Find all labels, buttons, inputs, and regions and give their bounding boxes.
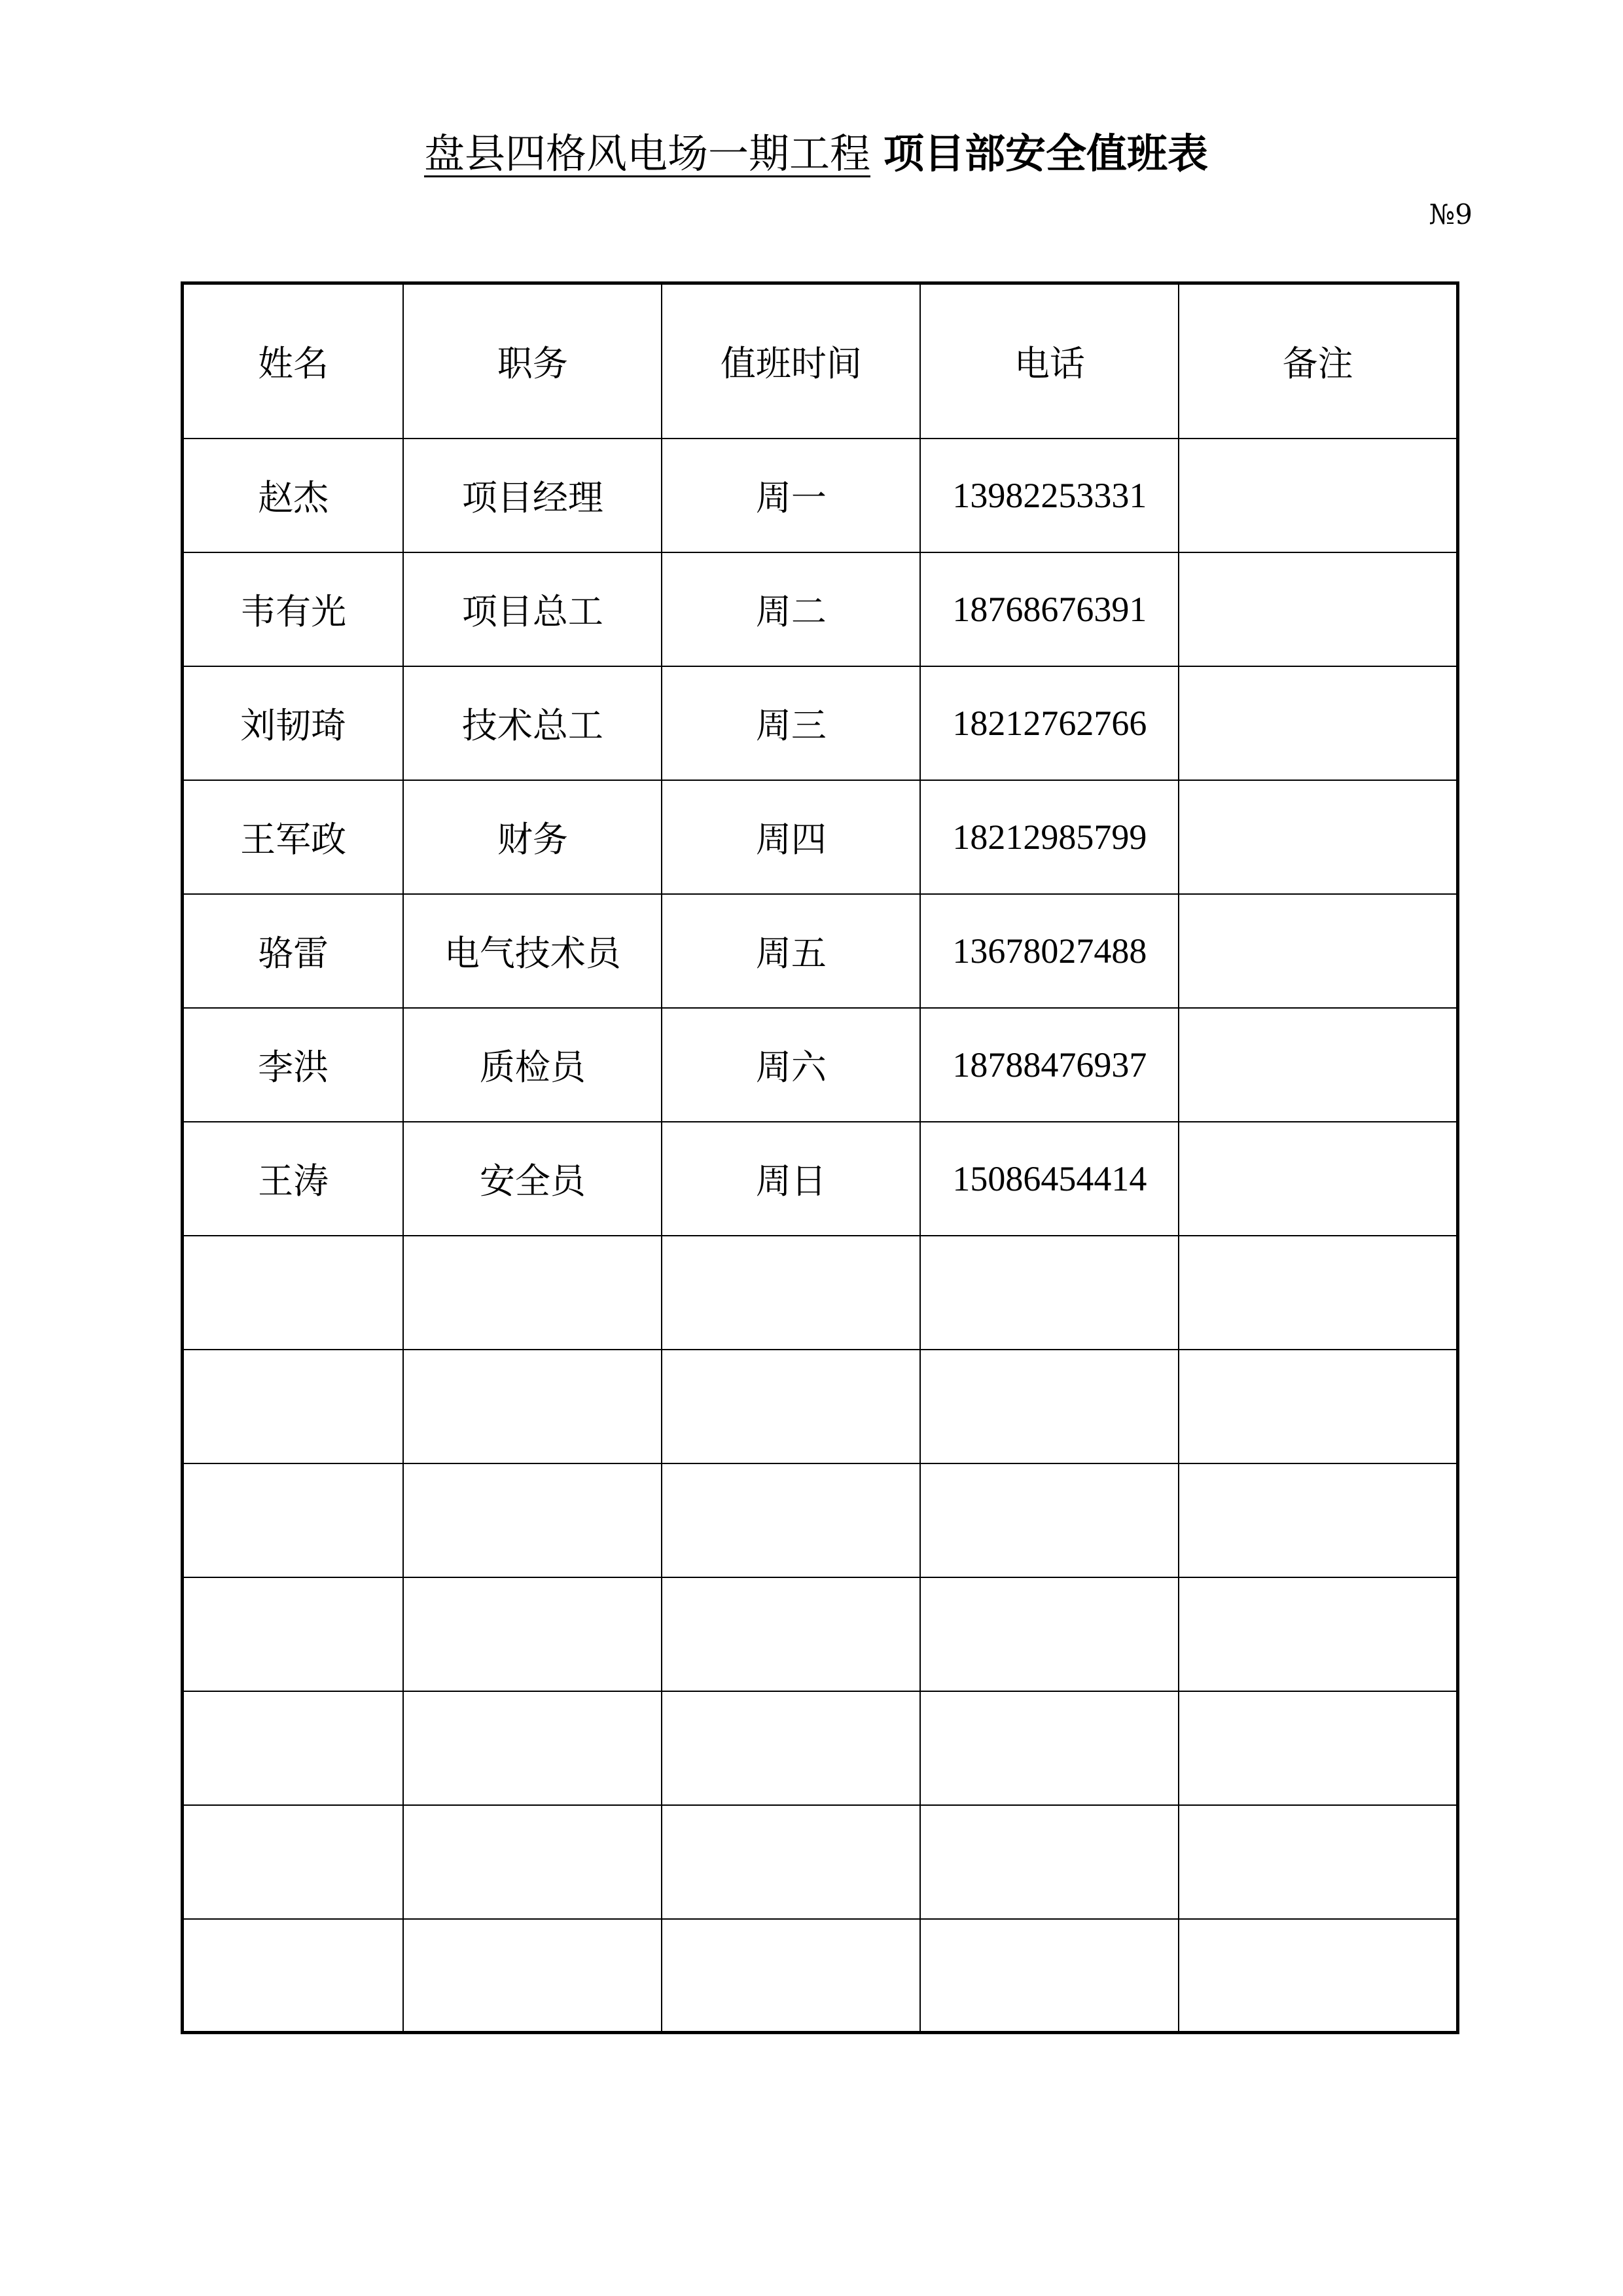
cell-name: [183, 1236, 404, 1350]
table-row: [183, 1008, 1458, 1122]
cell-position: [403, 1577, 662, 1691]
table-header-row: [183, 283, 1458, 439]
cell-phone: 18212985799: [920, 780, 1179, 894]
document-number: №9: [1429, 198, 1472, 230]
cell-position: 电气技术员: [403, 894, 662, 1008]
cell-duty-day: 周三: [662, 666, 920, 780]
cell-name: 赵杰: [183, 439, 404, 552]
table-row: [183, 666, 1458, 780]
header-position: 职务: [403, 283, 662, 439]
cell-remark: [1179, 1122, 1457, 1236]
cell-position: [403, 1463, 662, 1577]
table-row: [183, 1805, 1458, 1919]
cell-name: [183, 1463, 404, 1577]
table-row: [183, 1691, 1458, 1805]
cell-remark: [1179, 1919, 1457, 2033]
cell-name: 骆雷: [183, 894, 404, 1008]
cell-name: 王涛: [183, 1122, 404, 1236]
cell-position: [403, 1236, 662, 1350]
cell-duty-day: [662, 1350, 920, 1463]
cell-duty-day: 周二: [662, 552, 920, 666]
cell-position: [403, 1919, 662, 2033]
cell-phone: [920, 1691, 1179, 1805]
cell-remark: [1179, 1008, 1457, 1122]
cell-duty-day: [662, 1691, 920, 1805]
cell-duty-day: 周日: [662, 1122, 920, 1236]
header-duty-time: 值班时间: [662, 283, 920, 439]
cell-name: 韦有光: [183, 552, 404, 666]
header-remark: 备注: [1179, 283, 1457, 439]
cell-phone: 13678027488: [920, 894, 1179, 1008]
cell-phone: 18788476937: [920, 1008, 1179, 1122]
duty-roster-table: [181, 281, 1459, 2034]
document-title: [0, 124, 1623, 183]
cell-position: [403, 1691, 662, 1805]
table-row: [183, 894, 1458, 1008]
cell-phone: [920, 1463, 1179, 1577]
table-body: [183, 439, 1458, 2033]
cell-name: 刘韧琦: [183, 666, 404, 780]
cell-duty-day: [662, 1463, 920, 1577]
cell-remark: [1179, 552, 1457, 666]
cell-phone: [920, 1805, 1179, 1919]
header-phone: 电话: [920, 283, 1179, 439]
cell-position: [403, 1805, 662, 1919]
cell-duty-day: 周五: [662, 894, 920, 1008]
table-row: [183, 1350, 1458, 1463]
cell-phone: 18768676391: [920, 552, 1179, 666]
cell-duty-day: [662, 1805, 920, 1919]
cell-remark: [1179, 666, 1457, 780]
cell-name: [183, 1919, 404, 2033]
cell-duty-day: 周一: [662, 439, 920, 552]
cell-name: [183, 1577, 404, 1691]
cell-position: 财务: [403, 780, 662, 894]
cell-duty-day: [662, 1236, 920, 1350]
cell-name: [183, 1805, 404, 1919]
table-row: [183, 1122, 1458, 1236]
cell-phone: [920, 1236, 1179, 1350]
cell-remark: [1179, 1350, 1457, 1463]
cell-remark: [1179, 439, 1457, 552]
cell-remark: [1179, 780, 1457, 894]
cell-name: [183, 1350, 404, 1463]
cell-remark: [1179, 894, 1457, 1008]
cell-phone: 15086454414: [920, 1122, 1179, 1236]
cell-remark: [1179, 1691, 1457, 1805]
cell-name: 王军政: [183, 780, 404, 894]
cell-remark: [1179, 1577, 1457, 1691]
cell-position: [403, 1350, 662, 1463]
table-row: [183, 1236, 1458, 1350]
cell-duty-day: [662, 1577, 920, 1691]
cell-position: 质检员: [403, 1008, 662, 1122]
cell-position: 项目经理: [403, 439, 662, 552]
cell-remark: [1179, 1463, 1457, 1577]
cell-position: 技术总工: [403, 666, 662, 780]
title-suffix: 项目部安全值班表: [883, 130, 1209, 177]
cell-remark: [1179, 1236, 1457, 1350]
cell-phone: [920, 1350, 1179, 1463]
cell-duty-day: [662, 1919, 920, 2033]
cell-phone: 13982253331: [920, 439, 1179, 552]
cell-name: 李洪: [183, 1008, 404, 1122]
cell-remark: [1179, 1805, 1457, 1919]
table-row: [183, 1919, 1458, 2033]
cell-phone: 18212762766: [920, 666, 1179, 780]
table-row: [183, 1463, 1458, 1577]
title-project-name: 盘县四格风电场一期工程: [423, 130, 870, 177]
cell-position: 项目总工: [403, 552, 662, 666]
table-row: [183, 780, 1458, 894]
cell-phone: [920, 1577, 1179, 1691]
table-row: [183, 1577, 1458, 1691]
table-row: [183, 552, 1458, 666]
cell-duty-day: 周六: [662, 1008, 920, 1122]
table-row: [183, 439, 1458, 552]
cell-name: [183, 1691, 404, 1805]
header-name: 姓名: [183, 283, 404, 439]
cell-duty-day: 周四: [662, 780, 920, 894]
cell-position: 安全员: [403, 1122, 662, 1236]
cell-phone: [920, 1919, 1179, 2033]
